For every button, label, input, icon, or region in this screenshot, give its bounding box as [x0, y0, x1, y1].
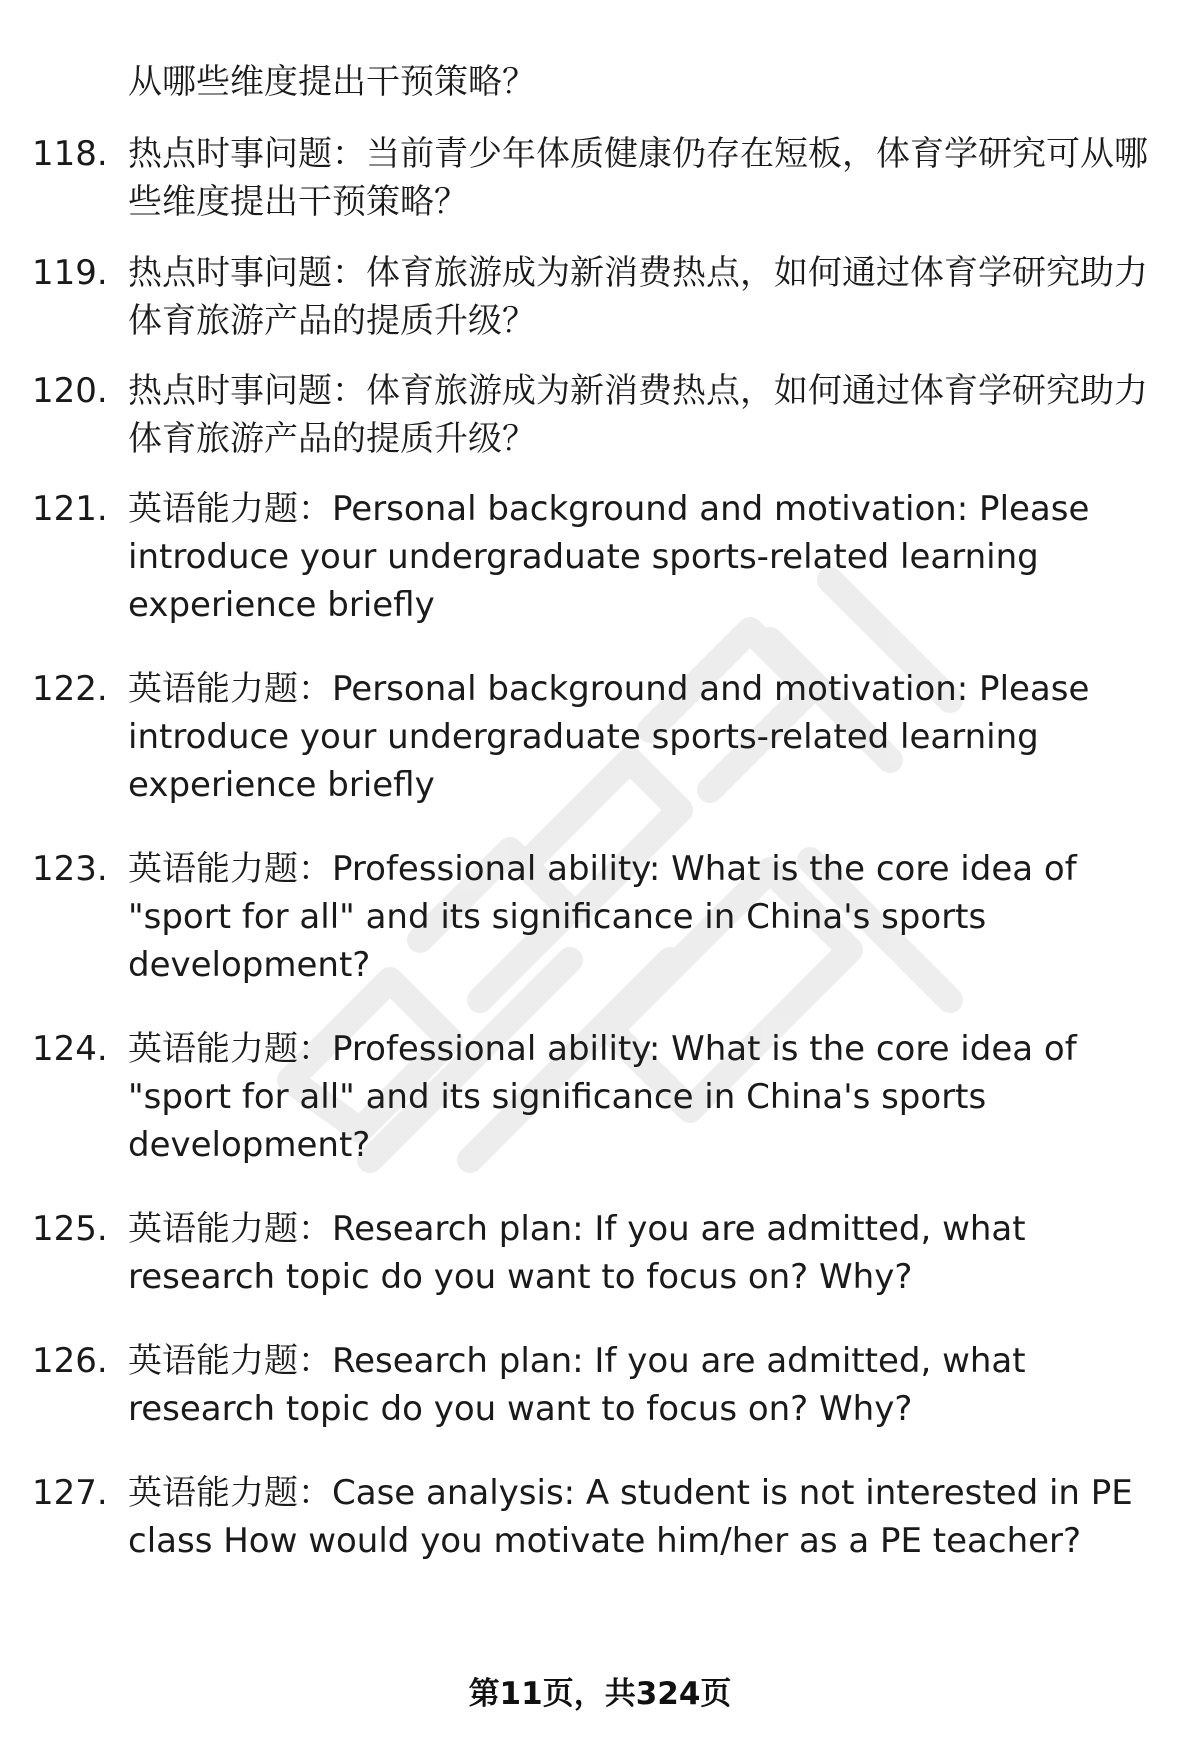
question-text: 英语能力题：Personal background and motivation: Please introduce your undergraduate sports-related learning experience briefly	[128, 489, 1090, 625]
question-number: 120.	[32, 371, 108, 411]
question-number: 126.	[32, 1341, 108, 1381]
question-text: 英语能力题：Professional ability: What is the core idea of "sport for all" and its significance in China's sports development?	[128, 849, 1077, 985]
question-text: 英语能力题：Personal background and motivation: Please introduce your undergraduate sports-related learning experience briefly	[128, 669, 1090, 805]
page-footer: 第11页，共324页	[468, 1676, 732, 1712]
question-text: 热点时事问题：体育旅游成为新消费热点，如何通过体育学研究助力体育旅游产品的提质升级？	[128, 253, 1148, 341]
question-text: 英语能力题：Research plan: If you are admitted, what research topic do you want to focus on? Why?	[128, 1341, 1026, 1429]
question-number: 125.	[32, 1209, 108, 1249]
question-text: 英语能力题：Research plan: If you are admitted, what research topic do you want to focus on? Why?	[128, 1209, 1026, 1297]
question-text: 热点时事问题：当前青少年体质健康仍存在短板，体育学研究可从哪些维度提出干预策略？	[128, 134, 1148, 222]
question-number: 121.	[32, 489, 108, 529]
question-number: 127.	[32, 1473, 108, 1513]
question-number: 123.	[32, 849, 108, 889]
question-number: 118.	[32, 134, 108, 174]
question-number: 119.	[32, 253, 108, 293]
question-text: 英语能力题：Professional ability: What is the core idea of "sport for all" and its significance in China's sports development?	[128, 1029, 1077, 1165]
question-text: 热点时事问题：体育旅游成为新消费热点，如何通过体育学研究助力体育旅游产品的提质升级？	[128, 371, 1148, 459]
question-number: 122.	[32, 669, 108, 709]
continued-question-text: 从哪些维度提出干预策略？	[128, 62, 536, 102]
question-text: 英语能力题：Case analysis: A student is not interested in PE class How would you motivate him/her as a PE teacher?	[128, 1473, 1133, 1561]
question-number: 124.	[32, 1029, 108, 1069]
